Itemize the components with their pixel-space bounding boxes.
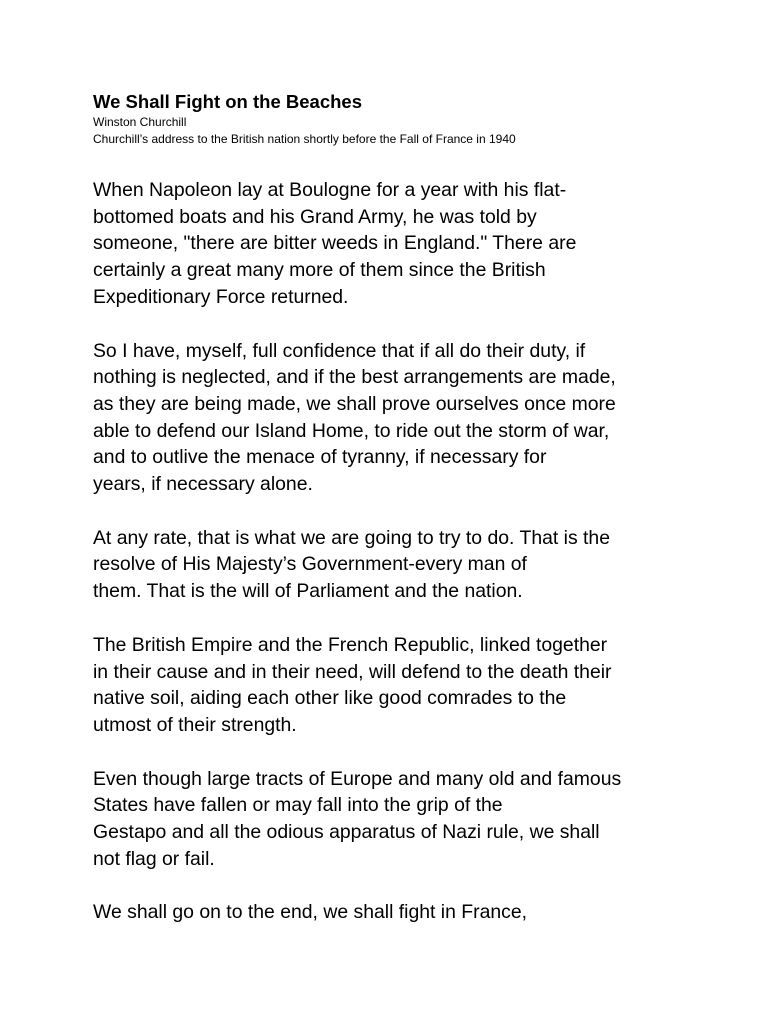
text-line: Expeditionary Force returned. — [93, 285, 349, 308]
text-line: Even though large tracts of Europe and many old and famous — [93, 767, 622, 790]
text-line: Gestapo and all the odious apparatus of Nazi rule, we shall — [93, 821, 600, 844]
text-line: them. That is the will of Parliament and the nation. — [93, 580, 523, 603]
text-line: in their cause and in their need, will defend to the death their — [93, 660, 612, 683]
text-line: and to outlive the menace of tyranny, if necessary for — [93, 446, 547, 469]
text-line: as they are being made, we shall prove ourselves once more — [93, 392, 616, 415]
document-title: We Shall Fight on the Beaches — [93, 91, 362, 112]
text-line: nothing is neglected, and if the best arrangements are made, — [93, 366, 616, 389]
paragraph-1 — [93, 177, 693, 311]
paragraph-6 — [93, 899, 693, 926]
document-body — [93, 177, 693, 926]
text-line: States have fallen or may fall into the grip of the — [93, 794, 503, 817]
text-line: resolve of His Majesty’s Government-every man of — [93, 553, 527, 576]
text-line: The British Empire and the French Republic, linked together — [93, 633, 608, 656]
text-line: native soil, aiding each other like good comrades to the — [93, 687, 567, 710]
text-line: able to defend our Island Home, to ride out the storm of war, — [93, 419, 610, 442]
text-line: utmost of their strength. — [93, 713, 297, 736]
text-line: someone, "there are bitter weeds in England." There are — [93, 232, 577, 255]
text-line: At any rate, that is what we are going to try to do. That is the — [93, 526, 611, 549]
text-line: We shall go on to the end, we shall fight in France, — [93, 901, 528, 924]
document-author: Winston Churchill — [93, 115, 187, 129]
document-page — [93, 90, 693, 953]
text-line: years, if necessary alone. — [93, 473, 313, 496]
paragraph-4 — [93, 632, 693, 739]
text-line: bottomed boats and his Grand Army, he was told by — [93, 205, 537, 228]
text-line: not flag or fail. — [93, 847, 215, 870]
text-line: certainly a great many more of them since the British — [93, 259, 546, 282]
paragraph-2 — [93, 338, 693, 498]
text-line: So I have, myself, full confidence that if all do their duty, if — [93, 339, 586, 362]
paragraph-5 — [93, 766, 693, 873]
document-subtitle: Churchill’s address to the British nation shortly before the Fall of France in 1940 — [93, 132, 516, 146]
paragraph-3 — [93, 525, 693, 605]
text-line: When Napoleon lay at Boulogne for a year with his flat- — [93, 179, 567, 201]
